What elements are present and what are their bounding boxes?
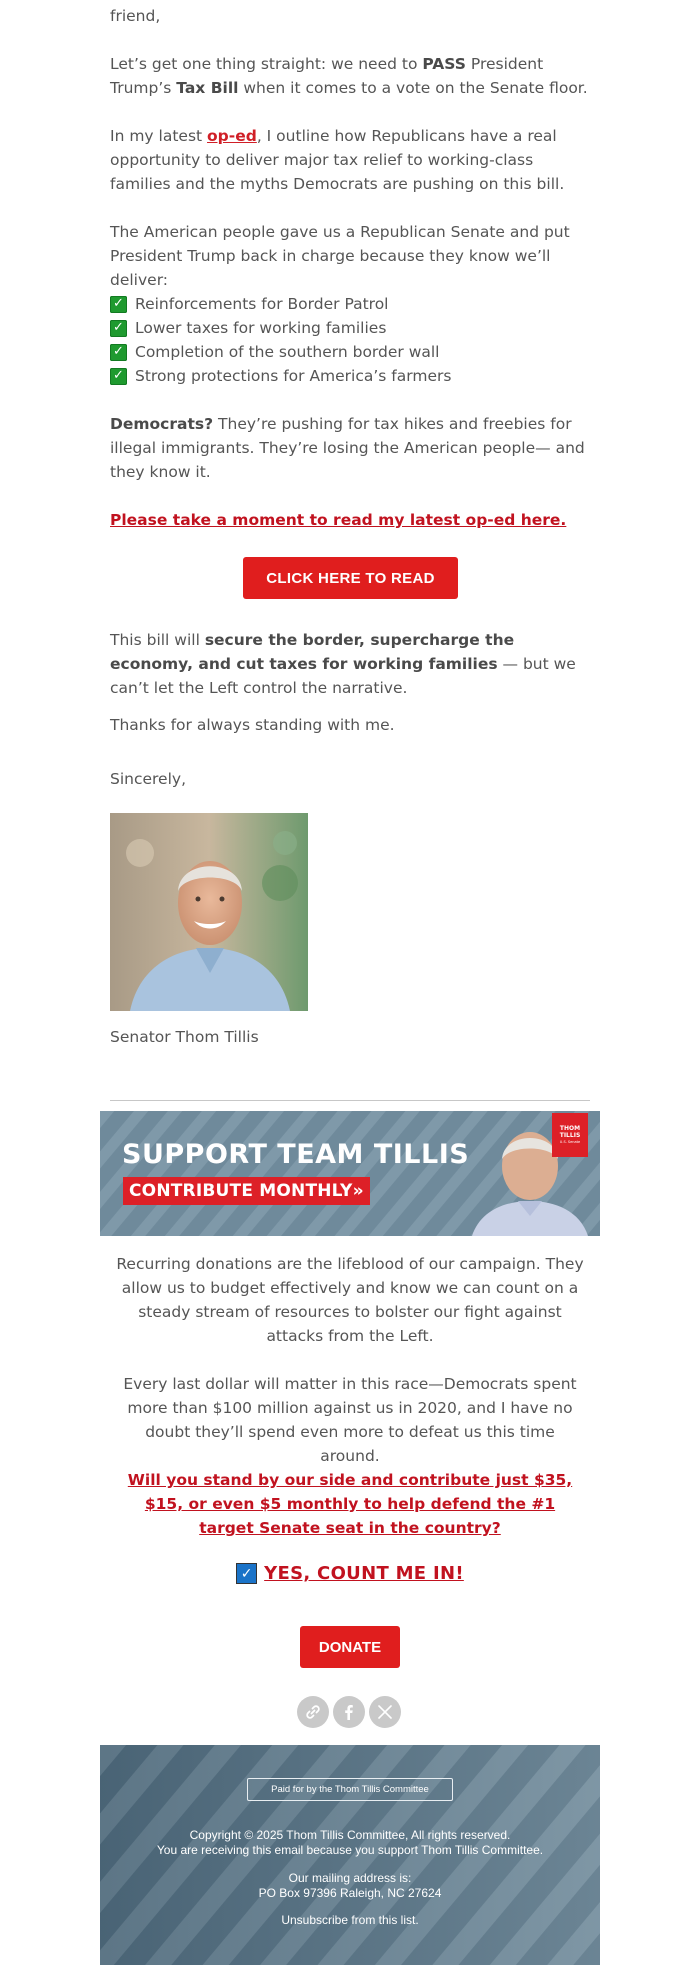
link-icon[interactable] [297,1696,329,1728]
appeal-every-dollar: Every last dollar will matter in this race—Democrats spent more than $100 million against us in 2020, and I have no doubt they’ll spend even more to defeat us this time around. [123,1375,577,1465]
checklist-item: ✓ Strong protections for America’s farmers [110,364,590,388]
footer [100,1745,600,1965]
paid-for-box: Paid for by the Thom Tillis Committee [247,1778,453,1801]
donate-button[interactable]: DONATE [300,1626,400,1668]
mailing-address: Our mailing address is: PO Box 97396 Raleigh, NC 27624 [258,1871,442,1900]
contribute-monthly-link[interactable]: Will you stand by our side and contribute just $35, $15, or even $5 monthly to help defend the #1 target Senate seat in the country? [127,1471,573,1537]
check-mark-icon: ✓ [110,344,127,361]
facebook-icon[interactable] [333,1696,365,1728]
tillis-logo: THOM TILLIS U.S. Senate [552,1113,588,1157]
x-icon[interactable] [369,1696,401,1728]
signoff-text: Sincerely, [110,770,187,788]
read-op-ed-link[interactable]: Please take a moment to read my latest op-ed here. [110,511,567,529]
paragraph-pass-tax-bill: Let’s get one thing straight: we need to PASS President Trump’s Tax Bill when it comes to a vote on the Senate floor. [110,55,588,97]
checklist-item: ✓ Lower taxes for working families [110,316,590,340]
support-banner[interactable] [100,1111,600,1236]
paragraph-bill: This bill will secure the border, supercharge the economy, and cut taxes for working families — but we can’t let the Left control the narrative. [110,631,576,697]
yes-count-me-in[interactable] [0,1563,700,1584]
contribute-monthly-label[interactable]: CONTRIBUTE MONTHLY» [123,1177,370,1205]
click-here-to-read-button[interactable]: CLICK HERE TO READ [243,557,458,599]
checklist [110,292,590,388]
checkbox-icon: ✓ [236,1563,257,1584]
banner-title: SUPPORT TEAM TILLIS [122,1139,470,1170]
paragraph-democrats: Democrats? They’re pushing for tax hikes and freebies for illegal immigrants. They’re losing the American people— and they know it. [110,415,585,481]
divider [110,1100,590,1101]
copyright-text: Copyright © 2025 Thom Tillis Committee, All rights reserved. You are receiving this email because you support Thom Tillis Committee. [156,1828,544,1857]
greeting: friend, [110,7,161,25]
unsubscribe-link[interactable]: Unsubscribe from this list. [281,1913,419,1927]
signature-name: Senator Thom Tillis [110,1028,259,1046]
social-links [297,1696,401,1728]
checklist-item: ✓ Completion of the southern border wall [110,340,590,364]
thanks-text: Thanks for always standing with me. [110,716,395,734]
check-mark-icon: ✓ [110,320,127,337]
op-ed-link[interactable]: op-ed [207,127,257,145]
checklist-item: ✓ Reinforcements for Border Patrol [110,292,590,316]
check-mark-icon: ✓ [110,296,127,313]
paragraph-op-ed: In my latest op-ed, I outline how Republicans have a real opportunity to deliver major tax relief to working-class families and the myths Democrats are pushing on this bill. [110,127,565,193]
appeal-contribute-link-wrap [115,1468,585,1540]
yes-count-me-in-link[interactable]: YES, COUNT ME IN! [264,1563,464,1584]
read-op-ed-paragraph [110,508,590,532]
senator-photo [110,813,308,1011]
appeal-recurring: Recurring donations are the lifeblood of our campaign. They allow us to budget effectively and know we can count on a steady stream of resources to bolster our fight against attacks from the Left. [116,1255,584,1345]
paragraph-deliver: The American people gave us a Republican Senate and put President Trump back in charge because they know we’ll deliver: [110,223,570,289]
check-mark-icon: ✓ [110,368,127,385]
